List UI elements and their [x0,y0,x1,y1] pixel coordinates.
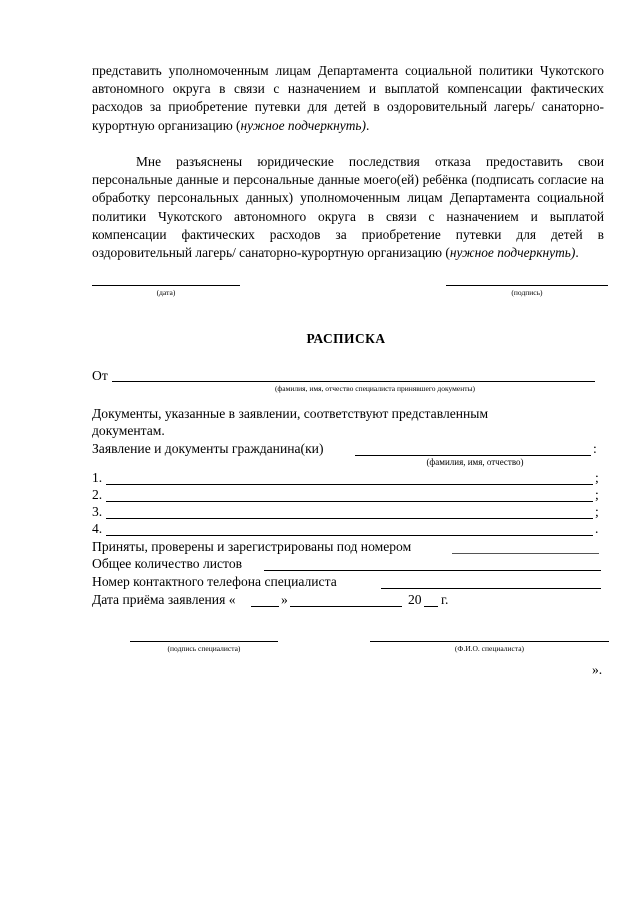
sheets-field[interactable] [264,570,601,571]
phone-label: Номер контактного телефона специалиста [92,574,337,589]
item-4-end: . [595,521,599,536]
from-caption: (фамилия, имя, отчество специалиста принявшего документы) [274,384,476,393]
date-day-field[interactable] [251,606,279,607]
application-colon: : [593,441,597,456]
item-2-field[interactable] [106,501,593,502]
citizen-name-field[interactable] [355,455,591,456]
registration-number-field[interactable] [452,553,599,554]
item-4-number: 4. [92,521,103,536]
underline-note: нужное подчеркнуть) [240,117,366,133]
date-caption: (дата) [156,288,176,297]
consent-paragraph-1: представить уполномоченным лицам Департамента социальной политики Чукотского автономного округа в связи с назначением и выплатой компенсации фактических расходов за приобретение путевки для детей в оздоровительный лагерь/ санаторно-курортную организацию (нужное подчеркнуть). [92,63,604,133]
registered-label: Приняты, проверены и зарегистрированы под номером [92,539,412,554]
citizen-caption: (фамилия, имя, отчество) [426,457,524,467]
documents-line-1: Документы, указанные в заявлении, соответствуют представленным [92,406,489,421]
item-1-end: ; [595,470,599,485]
date-year-suffix: г. [441,592,449,607]
date-line[interactable] [92,285,240,286]
item-1-field[interactable] [106,484,593,485]
from-label: От [92,368,108,383]
specialist-name-line[interactable] [370,641,609,642]
signature-line[interactable] [446,285,608,286]
item-2-end: ; [595,487,599,502]
documents-line-2: документам. [92,423,165,438]
date-month-field[interactable] [290,606,402,607]
receipt-title: РАСПИСКА [306,331,386,346]
signature-caption: (подпись) [511,288,543,297]
application-label: Заявление и документы гражданина(ки) [92,441,324,456]
item-3-number: 3. [92,504,103,519]
closing-quote: ». [592,662,603,677]
item-4-field[interactable] [106,535,593,536]
item-2-number: 2. [92,487,103,502]
specialist-signature-line[interactable] [130,641,278,642]
specialist-name-caption: (Ф.И.О. специалиста) [454,644,525,653]
date-year-label: 20 [408,592,422,607]
item-3-field[interactable] [106,518,593,519]
date-received-prefix: Дата приёма заявления « [92,592,236,607]
consent-paragraph-2: Мне разъяснены юридические последствия отказа предоставить свои персональные данные и персональные данные моего(ей) ребёнка (подписать согласие на обработку персональных данных) уполномоченным лицам Департамента социальной политики Чукотского автономного округа в связи с назначением и выплатой компенсации фактических расходов за приобретение путевки для детей в оздоровительный лагерь/ санаторно-курортную организацию (нужное подчеркнуть). [92,154,604,261]
item-3-end: ; [595,504,599,519]
phone-field[interactable] [381,588,601,589]
specialist-signature-caption: (подпись специалиста) [167,644,241,653]
from-field[interactable] [112,381,595,382]
underline-note: нужное подчеркнуть) [449,245,576,261]
date-received-mid: » [281,592,288,607]
sheets-label: Общее количество листов [92,556,243,571]
date-year-field[interactable] [424,606,438,607]
item-1-number: 1. [92,470,103,485]
